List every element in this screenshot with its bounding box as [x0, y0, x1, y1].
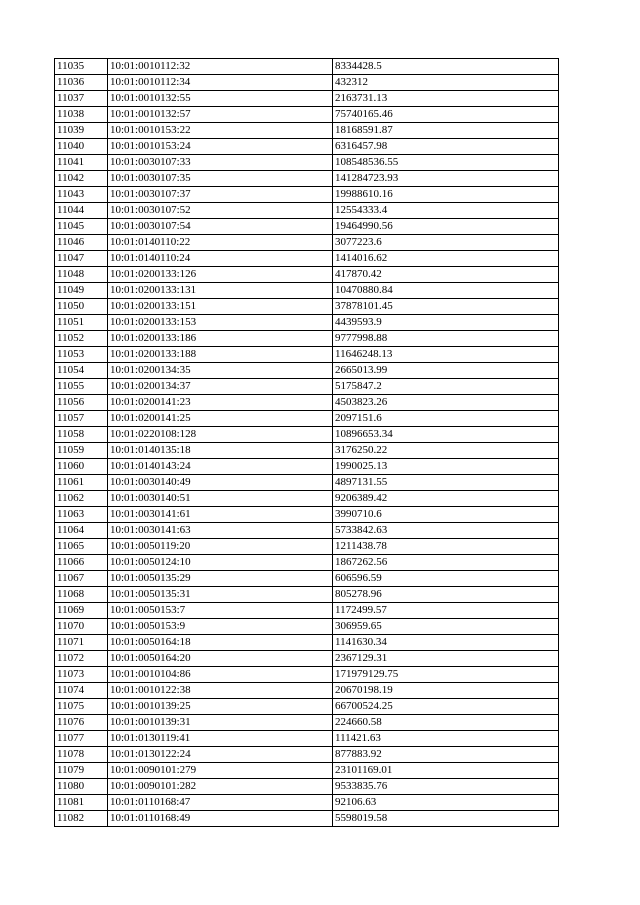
value-cell: 4439593.9 [333, 315, 559, 331]
row-number-cell: 11057 [55, 411, 108, 427]
table-row [55, 443, 559, 459]
row-number-cell: 11035 [55, 59, 108, 75]
value-cell: 141284723.93 [333, 171, 559, 187]
cadastral-number-cell: 10:01:0140135:18 [108, 443, 333, 459]
row-number-cell: 11044 [55, 203, 108, 219]
table-row [55, 267, 559, 283]
row-number-cell: 11075 [55, 699, 108, 715]
value-cell: 6316457.98 [333, 139, 559, 155]
cadastral-number-cell: 10:01:0200133:188 [108, 347, 333, 363]
row-number-cell: 11062 [55, 491, 108, 507]
cadastral-number-cell: 10:01:0050119:20 [108, 539, 333, 555]
table-row [55, 731, 559, 747]
row-number-cell: 11042 [55, 171, 108, 187]
value-cell: 92106.63 [333, 795, 559, 811]
table-row [55, 235, 559, 251]
row-number-cell: 11050 [55, 299, 108, 315]
value-cell: 171979129.75 [333, 667, 559, 683]
value-cell: 3176250.22 [333, 443, 559, 459]
table-row [55, 539, 559, 555]
table-row [55, 811, 559, 827]
cadastral-number-cell: 10:01:0130119:41 [108, 731, 333, 747]
value-cell: 224660.58 [333, 715, 559, 731]
value-cell: 4897131.55 [333, 475, 559, 491]
cadastral-number-cell: 10:01:0200134:37 [108, 379, 333, 395]
cadastral-number-cell: 10:01:0010104:86 [108, 667, 333, 683]
row-number-cell: 11051 [55, 315, 108, 331]
cadastral-number-cell: 10:01:0140143:24 [108, 459, 333, 475]
cadastral-number-cell: 10:01:0030107:33 [108, 155, 333, 171]
value-cell: 37878101.45 [333, 299, 559, 315]
value-cell: 75740165.46 [333, 107, 559, 123]
table-row [55, 507, 559, 523]
value-cell: 2367129.31 [333, 651, 559, 667]
cadastral-number-cell: 10:01:0130122:24 [108, 747, 333, 763]
value-cell: 23101169.01 [333, 763, 559, 779]
value-cell: 19464990.56 [333, 219, 559, 235]
value-cell: 805278.96 [333, 587, 559, 603]
cadastral-number-cell: 10:01:0010153:24 [108, 139, 333, 155]
table-row [55, 619, 559, 635]
table-row [55, 315, 559, 331]
value-cell: 5733842.63 [333, 523, 559, 539]
value-cell: 111421.63 [333, 731, 559, 747]
cadastral-number-cell: 10:01:0030140:49 [108, 475, 333, 491]
table-body [55, 59, 559, 827]
cadastral-number-cell: 10:01:0010139:25 [108, 699, 333, 715]
row-number-cell: 11056 [55, 395, 108, 411]
row-number-cell: 11080 [55, 779, 108, 795]
table-row [55, 155, 559, 171]
row-number-cell: 11065 [55, 539, 108, 555]
value-cell: 1141630.34 [333, 635, 559, 651]
row-number-cell: 11058 [55, 427, 108, 443]
row-number-cell: 11053 [55, 347, 108, 363]
cadastral-number-cell: 10:01:0050164:18 [108, 635, 333, 651]
value-cell: 10470880.84 [333, 283, 559, 299]
row-number-cell: 11082 [55, 811, 108, 827]
row-number-cell: 11040 [55, 139, 108, 155]
row-number-cell: 11039 [55, 123, 108, 139]
value-cell: 877883.92 [333, 747, 559, 763]
cadastral-number-cell: 10:01:0030107:37 [108, 187, 333, 203]
table-row [55, 651, 559, 667]
value-cell: 9206389.42 [333, 491, 559, 507]
row-number-cell: 11072 [55, 651, 108, 667]
table-row [55, 763, 559, 779]
table-row [55, 427, 559, 443]
cadastral-number-cell: 10:01:0140110:24 [108, 251, 333, 267]
data-table [54, 58, 559, 827]
cadastral-number-cell: 10:01:0200133:153 [108, 315, 333, 331]
table-row [55, 587, 559, 603]
row-number-cell: 11054 [55, 363, 108, 379]
value-cell: 8334428.5 [333, 59, 559, 75]
value-cell: 3077223.6 [333, 235, 559, 251]
row-number-cell: 11066 [55, 555, 108, 571]
row-number-cell: 11073 [55, 667, 108, 683]
value-cell: 306959.65 [333, 619, 559, 635]
table-row [55, 347, 559, 363]
table-row [55, 59, 559, 75]
table-row [55, 91, 559, 107]
cadastral-number-cell: 10:01:0030107:52 [108, 203, 333, 219]
table-row [55, 683, 559, 699]
cadastral-number-cell: 10:01:0050124:10 [108, 555, 333, 571]
row-number-cell: 11064 [55, 523, 108, 539]
row-number-cell: 11077 [55, 731, 108, 747]
table-row [55, 411, 559, 427]
row-number-cell: 11047 [55, 251, 108, 267]
row-number-cell: 11059 [55, 443, 108, 459]
cadastral-number-cell: 10:01:0220108:128 [108, 427, 333, 443]
row-number-cell: 11081 [55, 795, 108, 811]
row-number-cell: 11037 [55, 91, 108, 107]
table-row [55, 187, 559, 203]
cadastral-number-cell: 10:01:0030107:54 [108, 219, 333, 235]
cadastral-number-cell: 10:01:0050153:9 [108, 619, 333, 635]
table-row [55, 603, 559, 619]
value-cell: 108548536.55 [333, 155, 559, 171]
row-number-cell: 11067 [55, 571, 108, 587]
row-number-cell: 11060 [55, 459, 108, 475]
table-row [55, 635, 559, 651]
value-cell: 10896653.34 [333, 427, 559, 443]
value-cell: 1211438.78 [333, 539, 559, 555]
row-number-cell: 11076 [55, 715, 108, 731]
row-number-cell: 11036 [55, 75, 108, 91]
table-row [55, 571, 559, 587]
table-row [55, 363, 559, 379]
table-row [55, 75, 559, 91]
value-cell: 11646248.13 [333, 347, 559, 363]
value-cell: 2665013.99 [333, 363, 559, 379]
table-row [55, 779, 559, 795]
row-number-cell: 11070 [55, 619, 108, 635]
row-number-cell: 11049 [55, 283, 108, 299]
table-row [55, 555, 559, 571]
value-cell: 606596.59 [333, 571, 559, 587]
table-row [55, 699, 559, 715]
table-row [55, 523, 559, 539]
cadastral-number-cell: 10:01:0010139:31 [108, 715, 333, 731]
cadastral-number-cell: 10:01:0030141:63 [108, 523, 333, 539]
cadastral-number-cell: 10:01:0200141:25 [108, 411, 333, 427]
table-row [55, 379, 559, 395]
table-row [55, 395, 559, 411]
cadastral-number-cell: 10:01:0200133:126 [108, 267, 333, 283]
cadastral-number-cell: 10:01:0050164:20 [108, 651, 333, 667]
row-number-cell: 11052 [55, 331, 108, 347]
table-row [55, 107, 559, 123]
value-cell: 5598019.58 [333, 811, 559, 827]
cadastral-number-cell: 10:01:0140110:22 [108, 235, 333, 251]
table-row [55, 667, 559, 683]
row-number-cell: 11078 [55, 747, 108, 763]
value-cell: 1867262.56 [333, 555, 559, 571]
table-row [55, 251, 559, 267]
row-number-cell: 11063 [55, 507, 108, 523]
value-cell: 4503823.26 [333, 395, 559, 411]
cadastral-number-cell: 10:01:0050135:29 [108, 571, 333, 587]
cadastral-number-cell: 10:01:0200133:186 [108, 331, 333, 347]
table-row [55, 475, 559, 491]
table-row [55, 795, 559, 811]
table-row [55, 123, 559, 139]
cadastral-number-cell: 10:01:0110168:49 [108, 811, 333, 827]
table-row [55, 139, 559, 155]
table-row [55, 299, 559, 315]
cadastral-number-cell: 10:01:0050153:7 [108, 603, 333, 619]
table-row [55, 331, 559, 347]
value-cell: 66700524.25 [333, 699, 559, 715]
cadastral-number-cell: 10:01:0200133:151 [108, 299, 333, 315]
row-number-cell: 11043 [55, 187, 108, 203]
cadastral-number-cell: 10:01:0200133:131 [108, 283, 333, 299]
row-number-cell: 11048 [55, 267, 108, 283]
cadastral-number-cell: 10:01:0010153:22 [108, 123, 333, 139]
value-cell: 18168591.87 [333, 123, 559, 139]
value-cell: 2097151.6 [333, 411, 559, 427]
cadastral-number-cell: 10:01:0010122:38 [108, 683, 333, 699]
table-row [55, 459, 559, 475]
table-row [55, 219, 559, 235]
row-number-cell: 11045 [55, 219, 108, 235]
value-cell: 19988610.16 [333, 187, 559, 203]
cadastral-number-cell: 10:01:0090101:279 [108, 763, 333, 779]
value-cell: 5175847.2 [333, 379, 559, 395]
value-cell: 12554333.4 [333, 203, 559, 219]
value-cell: 1172499.57 [333, 603, 559, 619]
cadastral-number-cell: 10:01:0010112:32 [108, 59, 333, 75]
table-row [55, 747, 559, 763]
table-row [55, 283, 559, 299]
value-cell: 3990710.6 [333, 507, 559, 523]
row-number-cell: 11071 [55, 635, 108, 651]
cadastral-number-cell: 10:01:0030140:51 [108, 491, 333, 507]
cadastral-number-cell: 10:01:0090101:282 [108, 779, 333, 795]
table-row [55, 491, 559, 507]
value-cell: 9777998.88 [333, 331, 559, 347]
table-row [55, 715, 559, 731]
row-number-cell: 11079 [55, 763, 108, 779]
value-cell: 9533835.76 [333, 779, 559, 795]
cadastral-number-cell: 10:01:0030107:35 [108, 171, 333, 187]
value-cell: 1414016.62 [333, 251, 559, 267]
row-number-cell: 11069 [55, 603, 108, 619]
cadastral-number-cell: 10:01:0200141:23 [108, 395, 333, 411]
value-cell: 432312 [333, 75, 559, 91]
value-cell: 417870.42 [333, 267, 559, 283]
row-number-cell: 11068 [55, 587, 108, 603]
value-cell: 1990025.13 [333, 459, 559, 475]
cadastral-number-cell: 10:01:0010112:34 [108, 75, 333, 91]
row-number-cell: 11046 [55, 235, 108, 251]
cadastral-number-cell: 10:01:0010132:55 [108, 91, 333, 107]
row-number-cell: 11061 [55, 475, 108, 491]
row-number-cell: 11074 [55, 683, 108, 699]
cadastral-number-cell: 10:01:0200134:35 [108, 363, 333, 379]
table-row [55, 203, 559, 219]
cadastral-number-cell: 10:01:0110168:47 [108, 795, 333, 811]
cadastral-number-cell: 10:01:0030141:61 [108, 507, 333, 523]
value-cell: 2163731.13 [333, 91, 559, 107]
cadastral-number-cell: 10:01:0050135:31 [108, 587, 333, 603]
table-row [55, 171, 559, 187]
row-number-cell: 11041 [55, 155, 108, 171]
value-cell: 20670198.19 [333, 683, 559, 699]
cadastral-number-cell: 10:01:0010132:57 [108, 107, 333, 123]
row-number-cell: 11038 [55, 107, 108, 123]
row-number-cell: 11055 [55, 379, 108, 395]
